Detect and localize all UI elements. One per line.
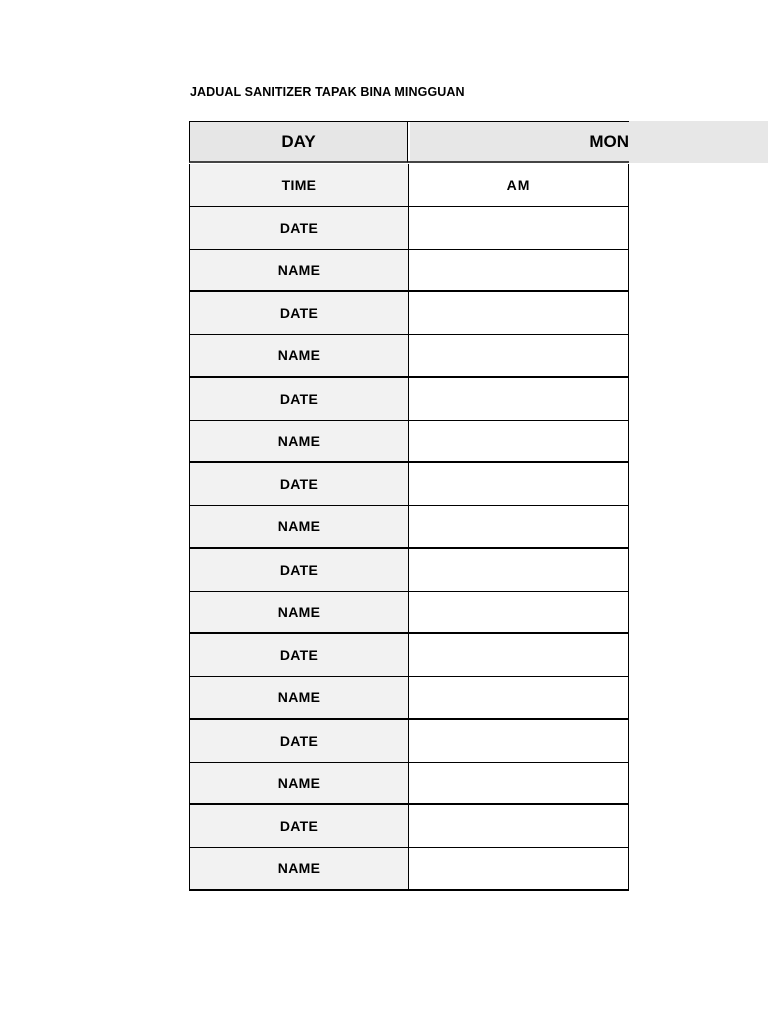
date-label-cell: DATE: [189, 378, 409, 420]
name-entry-cell[interactable]: [409, 421, 629, 462]
date-label-cell: DATE: [189, 292, 409, 334]
table-row: [189, 463, 629, 506]
name-label-cell: NAME: [189, 677, 409, 718]
name-label-cell: NAME: [189, 592, 409, 633]
date-label-cell: DATE: [189, 207, 409, 249]
table-header-row: [189, 121, 629, 163]
table-row: [189, 421, 629, 464]
name-entry-cell[interactable]: [409, 763, 629, 804]
date-entry-cell[interactable]: [409, 549, 629, 591]
monday-header-cell: MON: [408, 121, 629, 163]
table-row: [189, 549, 629, 592]
date-label-cell: DATE: [189, 805, 409, 847]
document-title: JADUAL SANITIZER TAPAK BINA MINGGUAN: [190, 85, 465, 99]
entry-rows: [189, 207, 629, 891]
table-row: [189, 634, 629, 677]
time-label-cell: TIME: [189, 164, 409, 206]
table-row: [189, 720, 629, 763]
date-entry-cell[interactable]: [409, 805, 629, 847]
date-label-cell: DATE: [189, 549, 409, 591]
name-label-cell: NAME: [189, 763, 409, 804]
date-entry-cell[interactable]: [409, 634, 629, 676]
table-row: [189, 763, 629, 806]
time-row: [189, 164, 629, 207]
name-label-cell: NAME: [189, 421, 409, 462]
date-label-cell: DATE: [189, 634, 409, 676]
time-value-cell: AM: [409, 164, 629, 206]
name-entry-cell[interactable]: [409, 506, 629, 547]
table-row: [189, 805, 629, 848]
schedule-table: [189, 164, 629, 891]
table-row: [189, 592, 629, 635]
table-row: [189, 292, 629, 335]
table-row: [189, 378, 629, 421]
date-entry-cell[interactable]: [409, 292, 629, 334]
date-entry-cell[interactable]: [409, 463, 629, 505]
name-entry-cell[interactable]: [409, 592, 629, 633]
date-label-cell: DATE: [189, 463, 409, 505]
date-entry-cell[interactable]: [409, 720, 629, 762]
name-label-cell: NAME: [189, 848, 409, 889]
table-row: [189, 506, 629, 549]
name-label-cell: NAME: [189, 335, 409, 376]
table-row: [189, 207, 629, 250]
table-row: [189, 250, 629, 293]
name-label-cell: NAME: [189, 506, 409, 547]
day-header-cell: DAY: [189, 121, 408, 163]
date-entry-cell[interactable]: [409, 378, 629, 420]
table-row: [189, 848, 629, 891]
table-row: [189, 677, 629, 720]
date-label-cell: DATE: [189, 720, 409, 762]
name-label-cell: NAME: [189, 250, 409, 291]
table-row: [189, 335, 629, 378]
name-entry-cell[interactable]: [409, 677, 629, 718]
date-entry-cell[interactable]: [409, 207, 629, 249]
name-entry-cell[interactable]: [409, 250, 629, 291]
name-entry-cell[interactable]: [409, 335, 629, 376]
name-entry-cell[interactable]: [409, 848, 629, 889]
